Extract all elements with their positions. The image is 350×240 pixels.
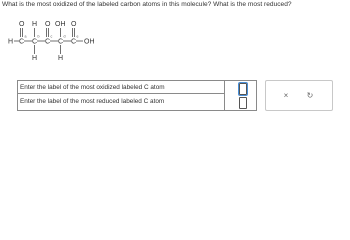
undo-button[interactable]: [304, 89, 316, 101]
carbon-label-c: c: [50, 34, 53, 39]
atom-o-top5: O: [71, 21, 77, 28]
atom-h-bottom2: H: [32, 55, 38, 62]
undo-icon: ↻: [306, 90, 314, 100]
atom-c5: C: [71, 38, 77, 46]
carbon-label-a: a: [24, 34, 27, 39]
atom-h-left: H: [8, 38, 14, 46]
atom-h-bottom4: H: [58, 55, 64, 62]
carbon-label-d: d: [63, 34, 66, 39]
close-icon: ×: [283, 90, 289, 100]
atom-o-top3: O: [45, 21, 51, 28]
atom-c4: C: [58, 38, 64, 46]
molecule-structure: [0, 0, 350, 80]
atom-c3: C: [45, 38, 51, 46]
column-divider: [224, 81, 225, 110]
atom-h-top2: H: [32, 21, 38, 28]
atom-o-top1: O: [19, 21, 25, 28]
carbon-label-b: b: [37, 34, 40, 39]
atom-oh-end: OH: [84, 38, 95, 46]
most-reduced-input[interactable]: [239, 97, 247, 109]
atom-c2: C: [32, 38, 38, 46]
question-text: What is the most oxidized of the labeled carbon atoms in this molecule? What is the most reduced?: [2, 1, 292, 8]
atom-c1: C: [19, 38, 25, 46]
most-oxidized-input[interactable]: [239, 83, 247, 95]
most-reduced-label: Enter the label of the most reduced labeled C atom: [20, 98, 165, 105]
answer-table: [17, 80, 257, 111]
most-oxidized-label: Enter the label of the most oxidized labeled C atom: [18, 81, 224, 94]
carbon-label-e: e: [76, 34, 79, 39]
atom-oh-top4: OH: [55, 21, 66, 28]
clear-button[interactable]: [280, 89, 292, 101]
answer-tools-panel: [265, 80, 333, 111]
